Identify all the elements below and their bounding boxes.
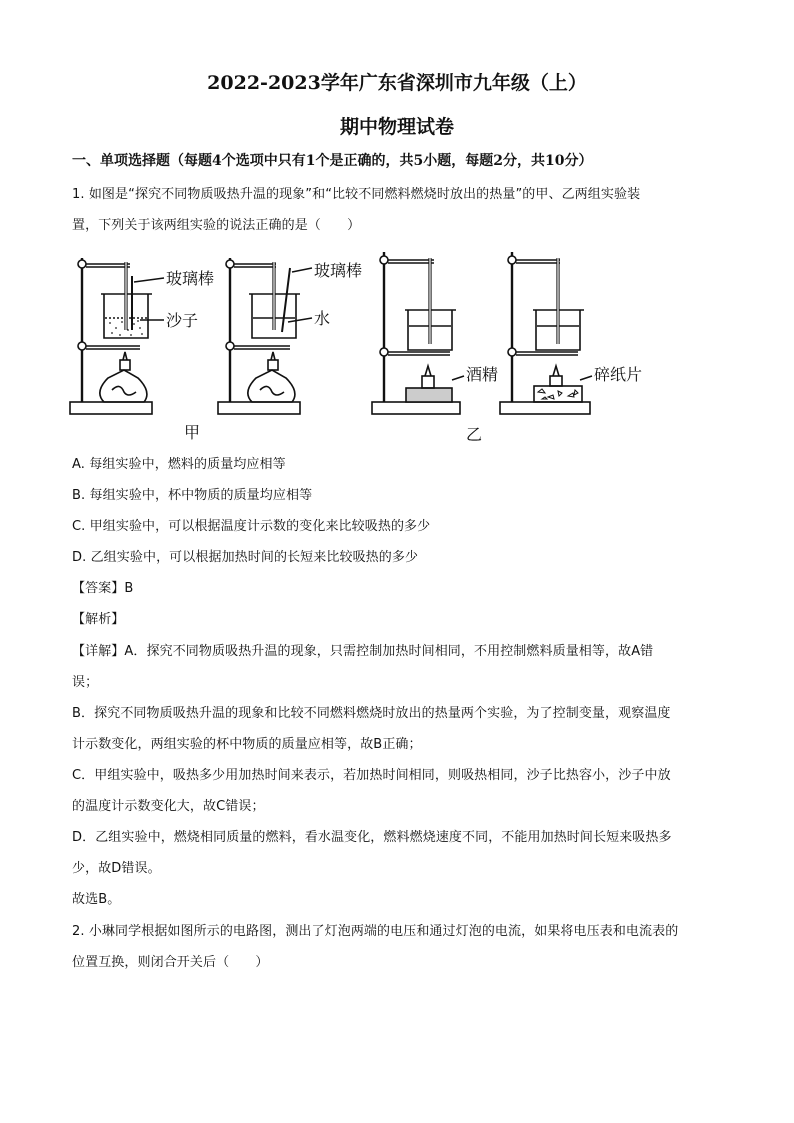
q1-detail-line: 少，故D错误。 [72,861,161,876]
label-glass-rod-1: 玻璃棒 [166,269,215,288]
label-glass-rod-2: 玻璃棒 [314,261,363,280]
q1-stem-line1: 1. 如图是“探究不同物质吸热升温的现象”和“比较不同燃料燃烧时放出的热量”的甲、乙两组实验装 [72,187,641,202]
label-alcohol: 酒精 [466,365,499,384]
page-title-line1: 2022-2023学年广东省深圳市九年级（上） [207,72,587,94]
label-water: 水 [314,309,331,328]
q1-detail-line: C．甲组实验中，吸热多少用加热时间来表示，若加热时间相同，则吸热相同，沙子比热容小，沙子中放 [72,768,671,783]
q1-analysis-heading: 【解析】 [72,612,125,627]
q1-option-a: A. 每组实验中，燃料的质量均应相等 [72,457,286,472]
apparatus-paper [500,252,592,414]
apparatus-alcohol [372,252,464,414]
q1-option-b: B. 每组实验中，杯中物质的质量均应相等 [72,488,313,503]
apparatus-water [218,258,312,414]
q1-detail-line: D．乙组实验中，燃烧相同质量的燃料，看水温变化，燃料燃烧速度不同，不能用加热时间长短来吸热多 [72,830,672,845]
q2-stem-line2: 位置互换，则闭合开关后（ ） [72,955,269,970]
q1-detail-line: 误； [72,675,99,690]
q1-detail-line: B．探究不同物质吸热升温的现象和比较不同燃料燃烧时放出的热量两个实验，为了控制变量，观察温度 [72,706,671,721]
apparatus-sand [70,258,164,414]
label-sand: 沙子 [166,311,199,330]
label-group-jia: 甲 [184,423,201,442]
q1-detail-line: 的温度计示数变化大，故C错误； [72,799,265,814]
page-title-line2: 期中物理试卷 [339,116,454,138]
q1-stem-line2: 置，下列关于该两组实验的说法正确的是（ ） [72,218,361,233]
q1-conclusion: 故选B。 [72,892,121,907]
q1-answer: 【答案】B [72,581,134,596]
q1-detail-line: 计示数变化，两组实验的杯中物质的质量应相等，故B正确； [72,737,422,752]
q1-option-d: D. 乙组实验中，可以根据加热时间的长短来比较吸热的多少 [72,550,419,565]
label-paper: 碎纸片 [594,365,643,384]
experiment-figure [68,242,688,444]
q1-option-c: C. 甲组实验中，可以根据温度计示数的变化来比较吸热的多少 [72,519,431,534]
q2-stem-line1: 2. 小琳同学根据如图所示的电路图，测出了灯泡两端的电压和通过灯泡的电流，如果将电压表和电流表的 [72,924,679,939]
section-heading: 一、单项选择题（每题4个选项中只有1个是正确的，共5小题，每题2分，共10分） [72,153,593,169]
q1-detail-line: 【详解】A．探究不同物质吸热升温的现象，只需控制加热时间相同，不用控制燃料质量相等，故A错 [72,644,654,659]
label-group-yi: 乙 [466,425,483,444]
